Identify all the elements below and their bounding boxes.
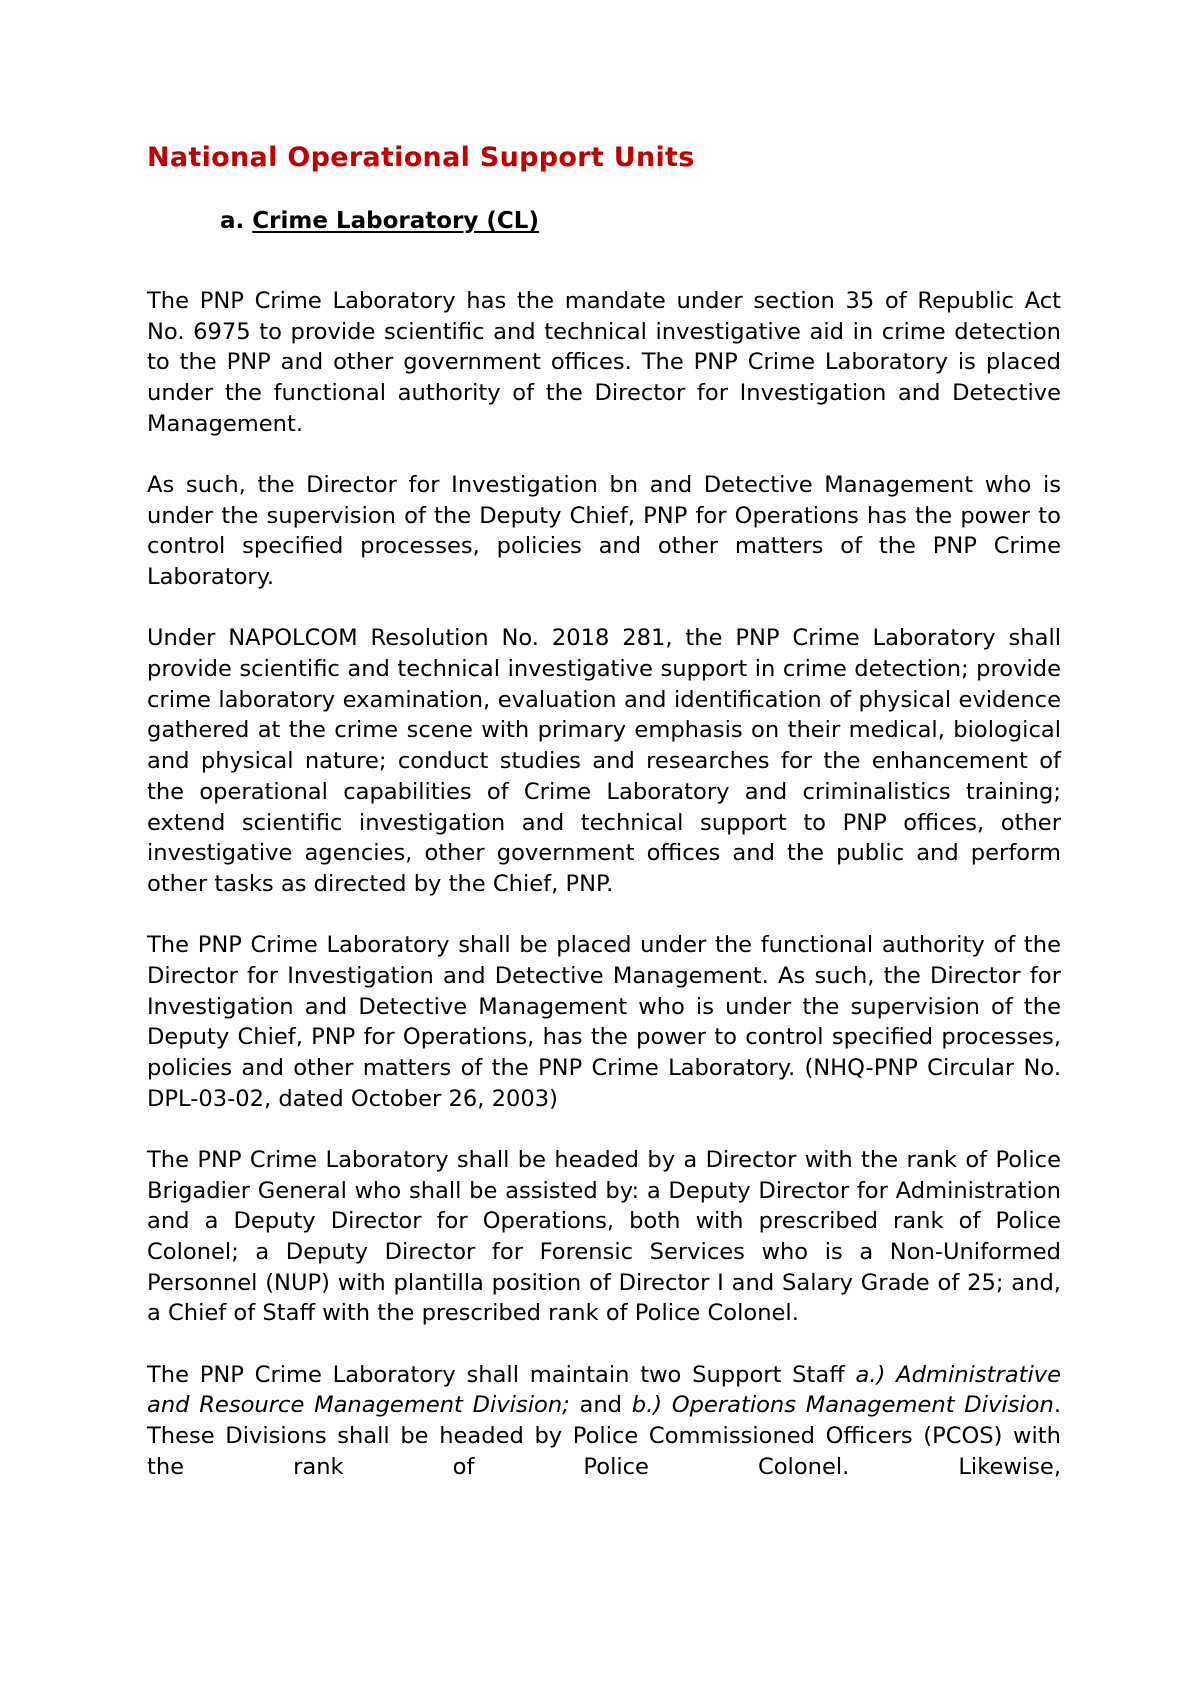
paragraph-support-staff — [147, 1360, 1061, 1483]
support-staff-text-1: The PNP Crime Laboratory shall maintain two Support Staff — [147, 1361, 856, 1388]
support-staff-text-3: . These Divisions shall be headed by Police Commissioned Officers (PCOS) with the rank of Police Colonel. Likewise, — [147, 1392, 1062, 1480]
section-heading — [220, 208, 1061, 234]
section-title: Crime Laboratory (CL) — [252, 208, 539, 234]
paragraph-mandate: The PNP Crime Laboratory has the mandate under section 35 of Republic Act No. 6975 to provide scientific and technical investigative aid in crime detection to the PNP and other government offices. The PNP Crime Laboratory is placed under the functional authority of the Director for Investigation and Detective Management. — [147, 288, 1061, 437]
support-staff-division-b: b.) Operations Management Division — [631, 1392, 1054, 1419]
paragraph-supervision: As such, the Director for Investigation bn and Detective Management who is under the supervision of the Deputy Chief, PNP for Operations has the power to control specified processes, policies and other matters of the PNP Crime Laboratory. — [147, 472, 1061, 591]
support-staff-text-2: and — [569, 1392, 632, 1419]
paragraph-functional-authority: The PNP Crime Laboratory shall be placed under the functional authority of the Director for Investigation and Detective Management. As such, the Director for Investigation and Detective Management who is under the supervision of the Deputy Chief, PNP for Operations, has the power to control specified processes, policies and other matters of the PNP Crime Laboratory. (NHQ-PNP Circular No. DPL-03-02, dated October 26, 2003) — [147, 932, 1061, 1112]
document-page — [147, 142, 1061, 1513]
document-title: National Operational Support Units — [147, 142, 695, 173]
support-staff-division-a: a.) Administrative and Resource Management Division; — [147, 1361, 1061, 1419]
paragraph-napolcom-resolution: Under NAPOLCOM Resolution No. 2018 281, the PNP Crime Laboratory shall provide scientific and technical investigative support in crime detection; provide crime laboratory examination, evaluation and identification of physical evidence gathered at the crime scene with primary emphasis on their medical, biological and physical nature; conduct studies and researches for the enhancement of the operational capabilities of Crime Laboratory and criminalistics training; extend scientific investigation and technical support to PNP offices, other investigative agencies, other government offices and the public and perform other tasks as directed by the Chief, PNP. — [147, 625, 1061, 897]
paragraph-leadership: The PNP Crime Laboratory shall be headed by a Director with the rank of Police Brigadier General who shall be assisted by: a Deputy Director for Administration and a Deputy Director for Operations, both with prescribed rank of Police Colonel; a Deputy Director for Forensic Services who is a Non-Uniformed Personnel (NUP) with plantilla position of Director I and Salary Grade of 25; and, a Chief of Staff with the prescribed rank of Police Colonel. — [147, 1146, 1061, 1327]
section-marker: a. — [220, 208, 245, 234]
